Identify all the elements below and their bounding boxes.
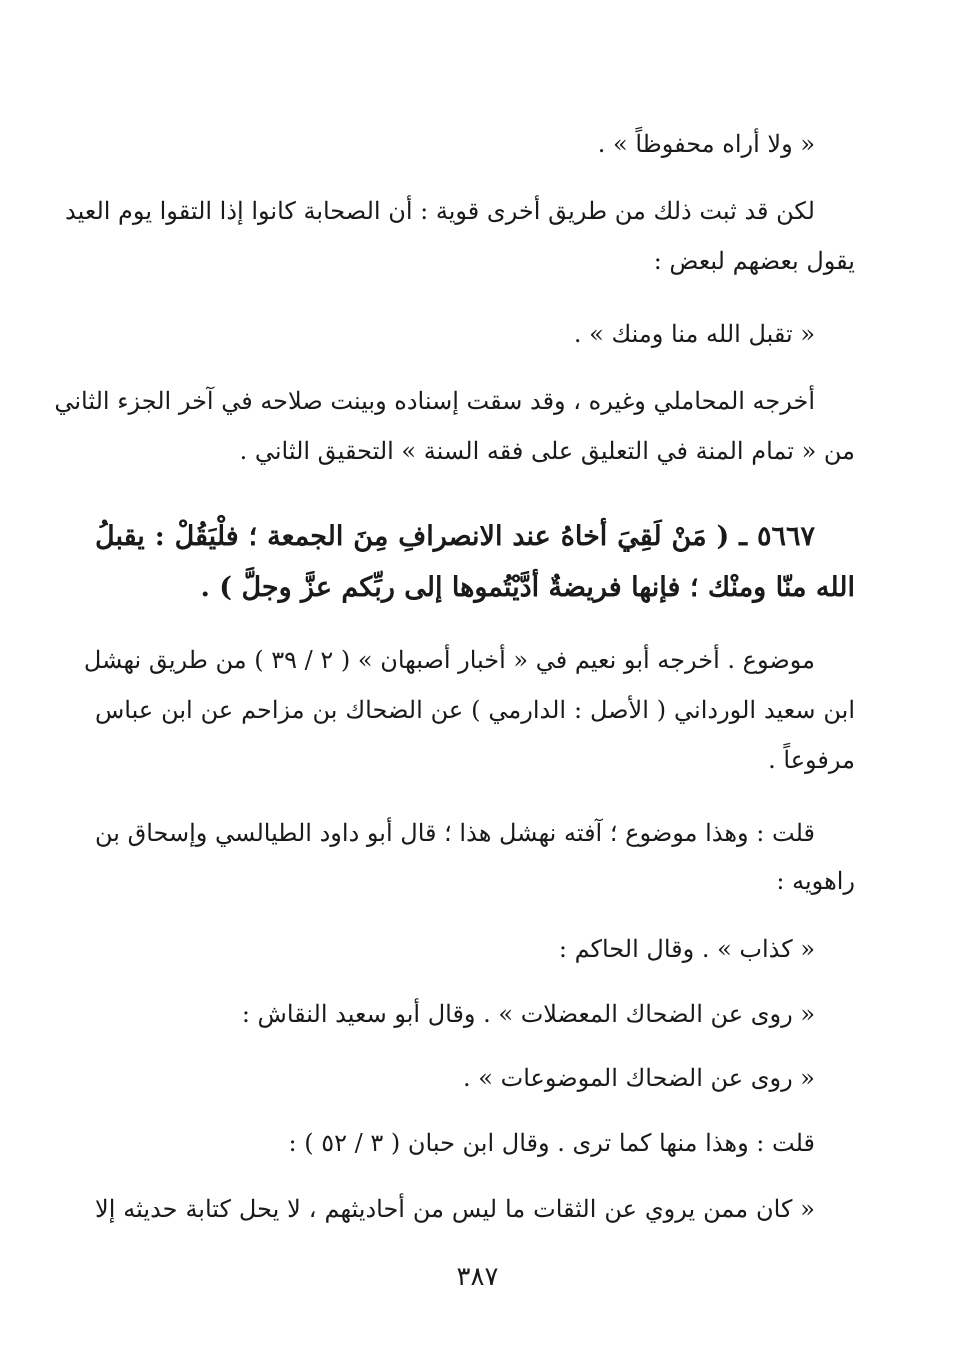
hadith-text-line: ٥٦٦٧ ـ ( مَنْ لَقِيَ أخاهُ عند الانصرافِ مِنَ الجمعة ؛ فلْيَقُلْ : يقبلُ — [95, 521, 815, 552]
text-line: لكن قد ثبت ذلك من طريق أخرى قوية : أن الصحابة كانوا إذا التقوا يوم العيد — [65, 197, 815, 225]
text-line: قلت : وهذا موضوع ؛ آفته نهشل هذا ؛ قال أبو داود الطيالسي وإسحاق بن — [95, 819, 815, 847]
text-line: « روى عن الضحاك الموضوعات » . — [463, 1064, 815, 1092]
text-line: مرفوعاً . — [768, 746, 855, 774]
text-line: أخرجه المحاملي وغيره ، وقد سقت إسناده وبينت صلاحه في آخر الجزء الثاني — [54, 387, 815, 415]
text-line: « ولا أراه محفوظاً » . — [597, 130, 815, 158]
page-number: ٣٨٧ — [456, 1262, 499, 1292]
text-line: « كذاب » . وقال الحاكم : — [558, 935, 815, 963]
text-line: راهويه : — [776, 867, 855, 895]
text-line: يقول بعضهم لبعض : — [653, 247, 855, 275]
text-line: « كان ممن يروي عن الثقات ما ليس من أحاديثهم ، لا يحل كتابة حديثه إلا — [95, 1195, 815, 1223]
text-line: قلت : وهذا منها كما ترى . وقال ابن حبان ( ٣ / ٥٢ ) : — [288, 1129, 815, 1157]
hadith-text-line: الله منّا ومنْك ؛ فإنها فريضةٌ أدَّيْتُموها إلى ربِّكم عزَّ وجلَّ ) . — [200, 572, 855, 603]
text-line: « روى عن الضحاك المعضلات » . وقال أبو سعيد النقاش : — [241, 1000, 815, 1028]
text-line: « تقبل الله منا ومنك » . — [573, 320, 815, 348]
text-line: ابن سعيد الورداني ( الأصل : الدارمي ) عن الضحاك بن مزاحم عن ابن عباس — [95, 696, 855, 724]
text-line: موضوع . أخرجه أبو نعيم في « أخبار أصبهان » ( ٢ / ٣٩ ) من طريق نهشل — [83, 646, 815, 674]
text-line: من « تمام المنة في التعليق على فقه السنة » التحقيق الثاني . — [239, 437, 855, 465]
